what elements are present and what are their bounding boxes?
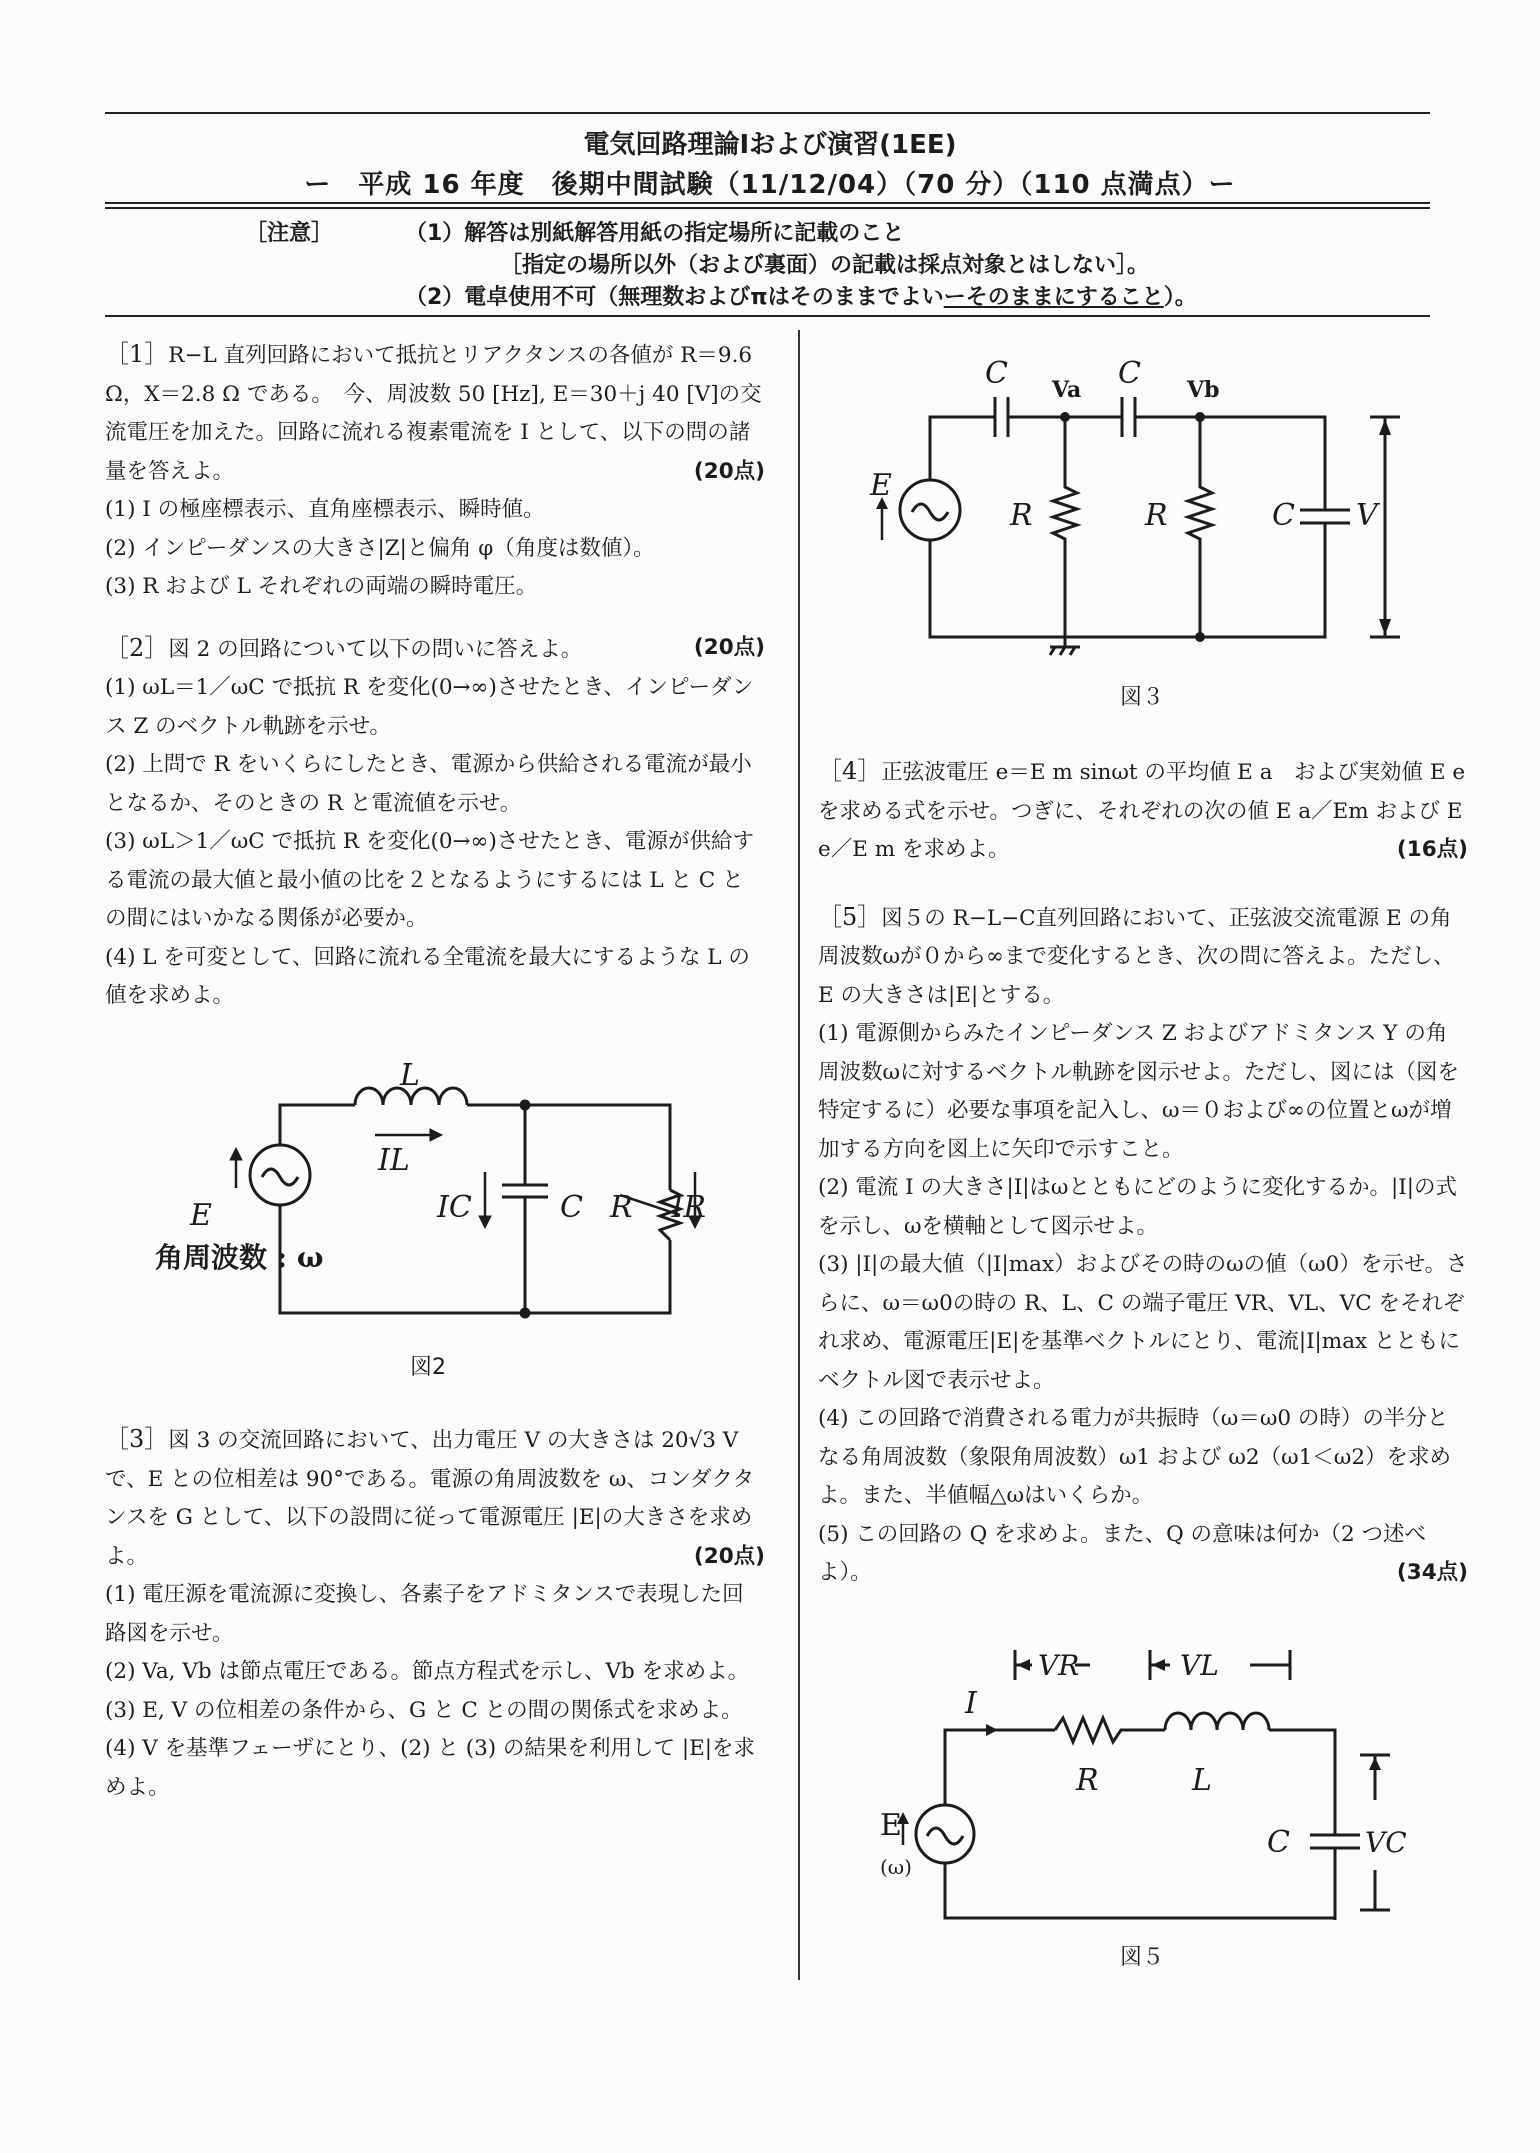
q3-points: (20点) bbox=[693, 1543, 765, 1569]
notes-rule bbox=[105, 315, 1430, 317]
q4-number: ［4］ bbox=[818, 757, 882, 785]
fig2-label-E: E bbox=[190, 1198, 212, 1233]
q2-points: (20点) bbox=[693, 634, 765, 660]
fig2-omega-label: 角周波数 : ω bbox=[155, 1241, 324, 1274]
q1-item-1: (1) I の極座標表示、直角座標表示、瞬時値。 bbox=[105, 497, 545, 522]
fig3-label-Vb: Vb bbox=[1187, 377, 1220, 403]
fig3-label-Va: Va bbox=[1052, 377, 1082, 403]
right-column bbox=[818, 752, 1468, 1593]
header-rule-bottom2 bbox=[105, 207, 1430, 209]
exam-subtitle: ー 平成 16 年度 後期中間試験（11/12/04）（70 分）（110 点満点）ー bbox=[304, 170, 1236, 200]
q5-item-5 bbox=[818, 1516, 1468, 1593]
fig5-label-VL: VL bbox=[1180, 1649, 1219, 1682]
q3-item-4: (4) V を基準フェーザにとり、(2) と (3) の結果を利用して |E|を求めよ。 bbox=[105, 1736, 756, 1800]
fig2-label-IC: IC bbox=[437, 1190, 472, 1225]
fig5-label-C: C bbox=[1267, 1825, 1290, 1860]
q4-body: 正弦波電圧 e＝E m sinωt の平均値 E a および実効値 E e を求める式を示せ。つぎに、それぞれの次の値 E a／Em および E e／E m を求めよ。 bbox=[818, 760, 1466, 862]
figure-2-caption: 図2 bbox=[410, 1355, 446, 1380]
q2-item-2: (2) 上問で R をいくらにしたとき、電源から供給される電流が最小となるか、そのときの R と電流値を示せ。 bbox=[105, 752, 752, 816]
q1-item-2: (2) インピーダンスの大きさ|Z|と偏角 φ（角度は数値）。 bbox=[105, 535, 655, 561]
q5-item-4: (4) この回路で消費される電力が共振時（ω＝ω0 の時）の半分となる角周波数（象限角周波数）ω1 および ω2（ω1＜ω2）を求めよ。また、半値幅△ωはいくらか。 bbox=[818, 1406, 1452, 1508]
header-rule-top bbox=[105, 112, 1430, 114]
q4-points: (16点) bbox=[1396, 837, 1468, 862]
q2-number: ［2］ bbox=[105, 633, 169, 662]
q3-body: 図 3 の交流回路において、出力電圧 V の大きさは 20√3 V で、E との位相差は 90°である。電源の角周波数を ω、コンダクタンスを G として、以下の設問に従って電源電圧 |E|の大きさを求めよ。 bbox=[105, 1428, 755, 1569]
notes-line3-a: （2）電卓使用不可（無理数およびπはそのままでよい bbox=[405, 285, 944, 310]
fig2-label-R: R bbox=[610, 1190, 633, 1225]
exam-title: 電気回路理論Ⅰおよび演習(1EE) bbox=[583, 130, 957, 160]
q1-points: (20点) bbox=[693, 458, 765, 484]
q1-body: R−L 直列回路において抵抗とリアクタンスの各値が R＝9.6 Ω，X＝2.8 Ω である。 今、周波数 50 [Hz], E＝30＋j 40 [V]の交流電圧を加えた。回路に流れる複素電流を I として、以下の問の諸量を答えよ。 bbox=[105, 343, 762, 484]
q3-text bbox=[105, 1420, 765, 1576]
notes-line3-c: ）。 bbox=[1163, 285, 1197, 310]
header-rule-bottom bbox=[105, 202, 1430, 204]
figure-5-circuit bbox=[860, 1620, 1420, 1920]
notes-line3 bbox=[405, 280, 1197, 311]
q3-item-1: (1) 電圧源を電流源に変換し、各素子をアドミタンスで表現した回路図を示せ。 bbox=[105, 1582, 744, 1646]
fig2-label-L: L bbox=[400, 1060, 420, 1093]
question-3 bbox=[105, 1420, 765, 1807]
q3-item-3: (3) E, V の位相差の条件から、G と C との間の関係式を求めよ。 bbox=[105, 1697, 743, 1723]
q5-item-3: (3) |I|の最大値（|I|max）およびその時のωの値（ω0）を示せ。さらに、ω＝ω0の時の R、L、C の端子電圧 VR、VL、VC をそれぞれ求め、電源電圧|E|を基準ベクトルにとり、電流|I|max とともにベクトル図で表示せよ。 bbox=[818, 1252, 1468, 1393]
fig5-label-VC: VC bbox=[1365, 1826, 1407, 1859]
q2-body: 図 2 の回路について以下の問いに答えよ。 bbox=[168, 636, 583, 662]
notes-line2: ［指定の場所以外（および裏面）の記載は採点対象とはしない］。 bbox=[500, 253, 1150, 278]
figure-5-caption: 図５ bbox=[1120, 1945, 1165, 1970]
fig2-label-IR: IR bbox=[671, 1190, 706, 1225]
fig5-label-omega: (ω) bbox=[880, 1855, 912, 1879]
figure-3-caption: 図３ bbox=[1120, 685, 1165, 710]
notes-label: ［注意］ bbox=[245, 221, 334, 246]
q5-body: 図５の R−L−C直列回路において、正弦波交流電源 E の角周波数ωが０から∞まで変化するとき、次の問に答えよ。ただし、E の大きさは|E|とする。 bbox=[818, 905, 1455, 1008]
q5-item-5-text: (5) この回路の Q を求めよ。また、Q の意味は何か（2 つ述べよ）。 bbox=[818, 1521, 1427, 1585]
q1-number: ［1］ bbox=[105, 340, 169, 368]
q5-points: (34点) bbox=[1396, 1560, 1468, 1585]
question-5 bbox=[818, 898, 1468, 1593]
q1-text bbox=[105, 335, 765, 491]
fig5-label-L: L bbox=[1192, 1763, 1212, 1798]
fig5-label-R: R bbox=[1076, 1763, 1099, 1798]
left-column-top bbox=[105, 335, 765, 1016]
q2-item-4: (4) L を可変として、回路に流れる全電流を最大にするような L の値を求めよ。 bbox=[105, 944, 750, 1008]
q3-item-2: (2) Va, Vb は節点電圧である。節点方程式を示し、Vb を求めよ。 bbox=[105, 1659, 750, 1684]
q1-item-3: (3) R および L それぞれの両端の瞬時電圧。 bbox=[105, 574, 538, 599]
notes-line3-underlined: ーそのままにすること bbox=[943, 285, 1164, 310]
q2-text bbox=[105, 629, 765, 670]
fig3-label-V: V bbox=[1356, 498, 1378, 533]
q5-item-1: (1) 電源側からみたインピーダンス Z およびアドミタンス Y の角周波数ωに対するベクトル軌跡を図示せよ。ただし、図には（図を特定するに）必要な事項を記入し、ω＝０および∞の位置とωが増加する方向を図上に矢印で示すこと。 bbox=[818, 1021, 1460, 1162]
question-4 bbox=[818, 752, 1468, 870]
question-2 bbox=[105, 629, 765, 1016]
fig3-label-E: E bbox=[870, 468, 892, 503]
fig3-label-R2: R bbox=[1145, 498, 1168, 533]
fig3-label-R1: R bbox=[1010, 498, 1033, 533]
fig5-label-I: I bbox=[965, 1686, 977, 1721]
question-1 bbox=[105, 335, 765, 607]
column-divider bbox=[798, 330, 800, 1980]
q5-number: ［5］ bbox=[818, 902, 882, 931]
q2-item-3: (3) ωL＞1／ωC で抵抗 R を変化(0→∞)させたとき、電源が供給する電流の最大値と最小値の比を２となるようにするには L と C との間にはいかなる関係が必要か。 bbox=[105, 829, 754, 931]
q5-item-2: (2) 電流 I の大きさ|I|はωとともにどのように変化するか。|I|の式を示し、ωを横軸として図示せよ。 bbox=[818, 1175, 1457, 1239]
fig2-label-C: C bbox=[560, 1190, 583, 1225]
figure-3-circuit bbox=[860, 355, 1420, 665]
fig5-label-E: E bbox=[880, 1808, 902, 1843]
fig3-label-C1: C bbox=[985, 356, 1008, 391]
q3-number: ［3］ bbox=[105, 1425, 169, 1453]
left-column-bottom bbox=[105, 1420, 765, 1807]
figure-2-circuit bbox=[150, 1060, 710, 1330]
q5-text bbox=[818, 898, 1468, 1016]
q2-item-1: (1) ωL＝1／ωC で抵抗 R を変化(0→∞)させたとき、インピーダンス Z のベクトル軌跡を示せ。 bbox=[105, 675, 754, 739]
notes-line1: （1）解答は別紙解答用紙の指定場所に記載のこと bbox=[405, 221, 905, 246]
q4-text bbox=[818, 752, 1468, 870]
fig3-label-C2: C bbox=[1118, 356, 1141, 391]
fig3-label-C3: C bbox=[1272, 498, 1295, 533]
fig2-label-IL: IL bbox=[378, 1143, 410, 1178]
fig5-label-VR: VR bbox=[1038, 1649, 1080, 1682]
